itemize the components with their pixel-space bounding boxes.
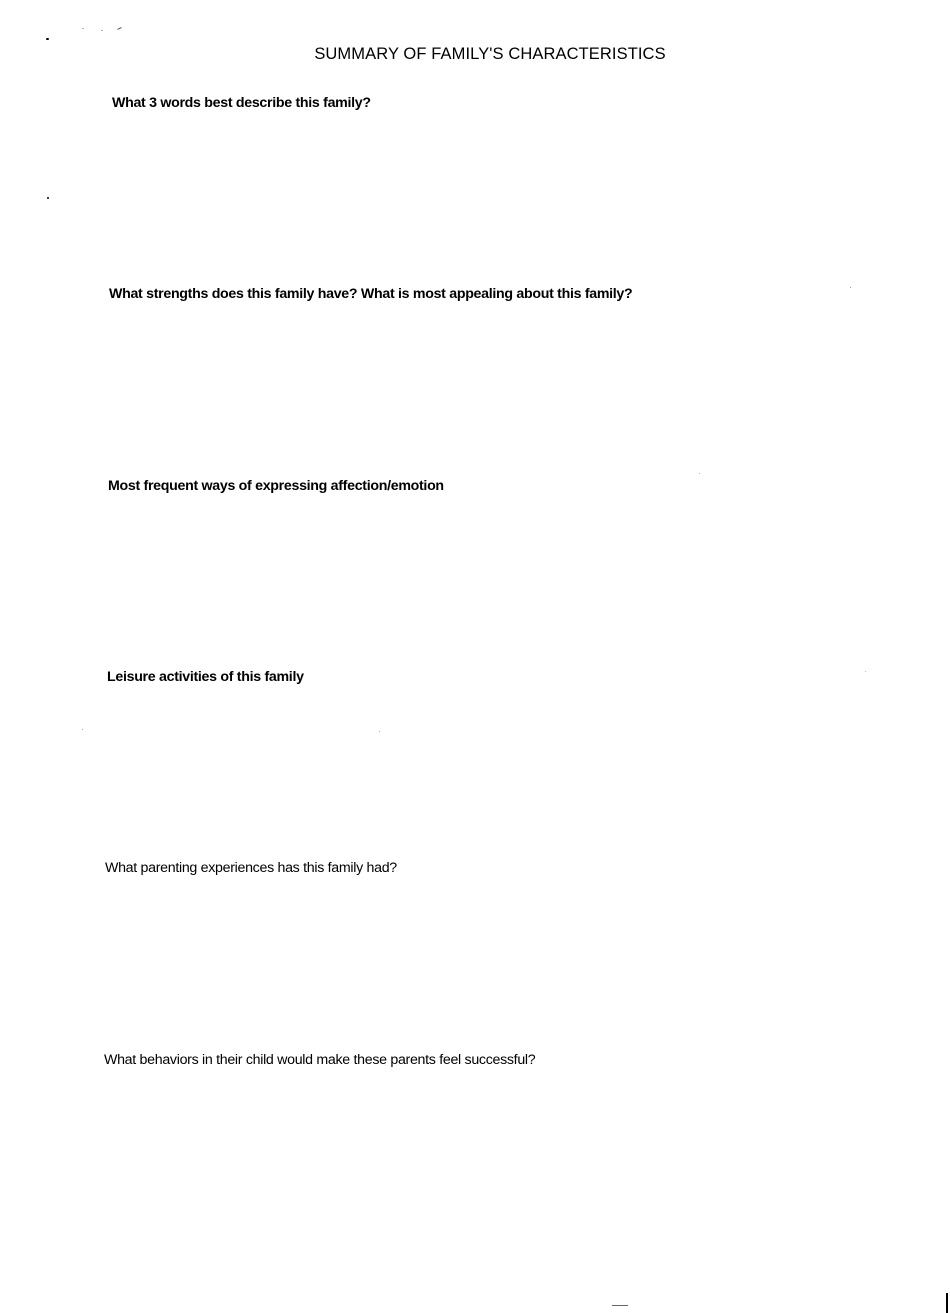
scan-speck bbox=[101, 30, 103, 31]
question-family-strengths: What strengths does this family have? What is most appealing about this family? bbox=[109, 286, 633, 302]
question-family-words: What 3 words best describe this family? bbox=[112, 95, 371, 111]
scan-speck bbox=[82, 729, 83, 730]
answer-area-child-behaviors[interactable] bbox=[100, 1078, 860, 1278]
scan-speck bbox=[865, 671, 866, 672]
answer-area-family-words[interactable] bbox=[100, 120, 860, 280]
scan-edge-mark bbox=[946, 1293, 948, 1313]
question-leisure-activities: Leisure activities of this family bbox=[107, 669, 304, 685]
answer-area-expressing-affection[interactable] bbox=[100, 503, 860, 663]
scan-speck bbox=[46, 38, 49, 40]
scan-speck bbox=[117, 27, 122, 30]
question-child-behaviors: What behaviors in their child would make these parents feel successful? bbox=[104, 1052, 536, 1068]
question-parenting-experiences: What parenting experiences has this family had? bbox=[105, 860, 397, 876]
scan-speck bbox=[47, 197, 49, 199]
answer-area-parenting-experiences[interactable] bbox=[100, 886, 860, 1046]
answer-area-family-strengths[interactable] bbox=[100, 312, 860, 472]
scan-speck bbox=[850, 287, 851, 288]
question-expressing-affection: Most frequent ways of expressing affection/emotion bbox=[108, 478, 444, 494]
scan-speck bbox=[612, 1305, 628, 1306]
page-title: SUMMARY OF FAMILY'S CHARACTERISTICS bbox=[314, 45, 666, 63]
answer-area-leisure-activities[interactable] bbox=[100, 694, 860, 854]
scan-speck bbox=[379, 731, 380, 732]
scan-speck bbox=[82, 28, 84, 29]
scan-speck bbox=[699, 473, 700, 474]
